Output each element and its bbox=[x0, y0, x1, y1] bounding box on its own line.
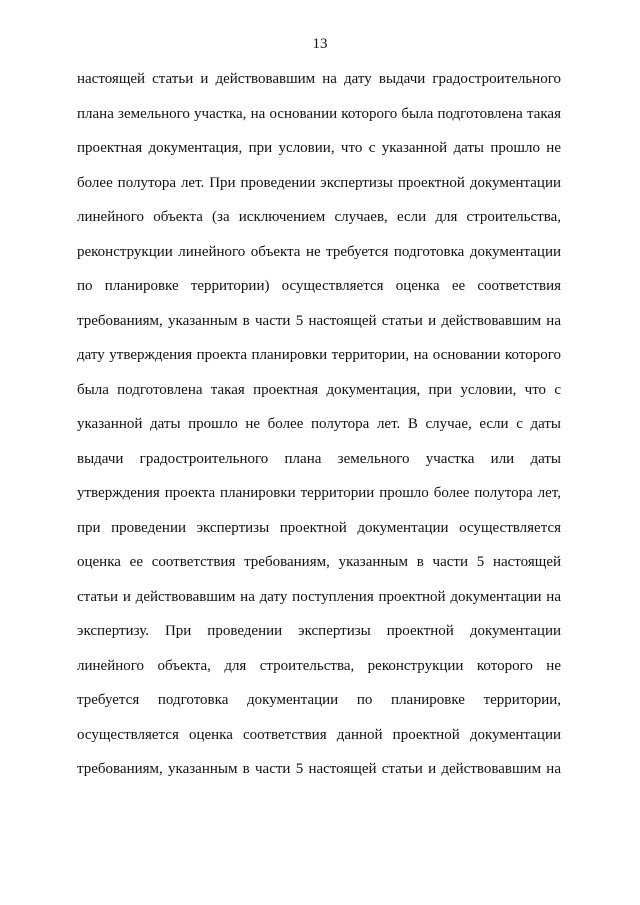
text-line: по планировке территории) осуществляется оценка ее соответствия bbox=[77, 278, 561, 294]
text-line: при проведении экспертизы проектной документации осуществляется bbox=[77, 519, 561, 536]
text-line: указанной даты прошло не более полутора лет. В случае, если с даты bbox=[77, 416, 561, 432]
body-text bbox=[77, 69, 561, 794]
text-line: была подготовлена такая проектная документация, при условии, что с bbox=[77, 381, 561, 398]
text-line: статьи и действовавшим на дату поступления проектной документации на bbox=[77, 588, 561, 605]
text-line: экспертизу. При проведении экспертизы проектной документации bbox=[77, 623, 561, 639]
text-line: линейного объекта, для строительства, реконструкции которого не bbox=[77, 657, 561, 674]
text-line: линейного объекта (за исключением случаев, если для строительства, bbox=[77, 209, 561, 225]
text-line: требованиям, указанным в части 5 настоящей статьи и действовавшим на bbox=[77, 761, 561, 777]
text-line: настоящей статьи и действовавшим на дату выдачи градостроительного bbox=[77, 71, 561, 87]
text-line: реконструкции линейного объекта не требуется подготовка документации bbox=[77, 243, 561, 260]
text-line: требованиям, указанным в части 5 настоящей статьи и действовавшим на bbox=[77, 312, 561, 329]
text-line: осуществляется оценка соответствия данной проектной документации bbox=[77, 726, 561, 743]
page-number: 13 bbox=[312, 36, 328, 52]
text-line: оценка ее соответствия требованиям, указанным в части 5 настоящей bbox=[77, 554, 561, 570]
text-line: выдачи градостроительного плана земельного участка или даты bbox=[77, 450, 561, 467]
text-line: требуется подготовка документации по планировке территории, bbox=[77, 692, 561, 708]
text-line: дату утверждения проекта планировки территории, на основании которого bbox=[77, 347, 561, 363]
text-line: плана земельного участка, на основании которого была подготовлена такая bbox=[77, 105, 561, 122]
text-line: проектная документация, при условии, что с указанной даты прошло не bbox=[77, 140, 561, 156]
text-line: более полутора лет. При проведении экспертизы проектной документации bbox=[77, 174, 561, 191]
text-line: утверждения проекта планировки территории прошло более полутора лет, bbox=[77, 485, 561, 501]
